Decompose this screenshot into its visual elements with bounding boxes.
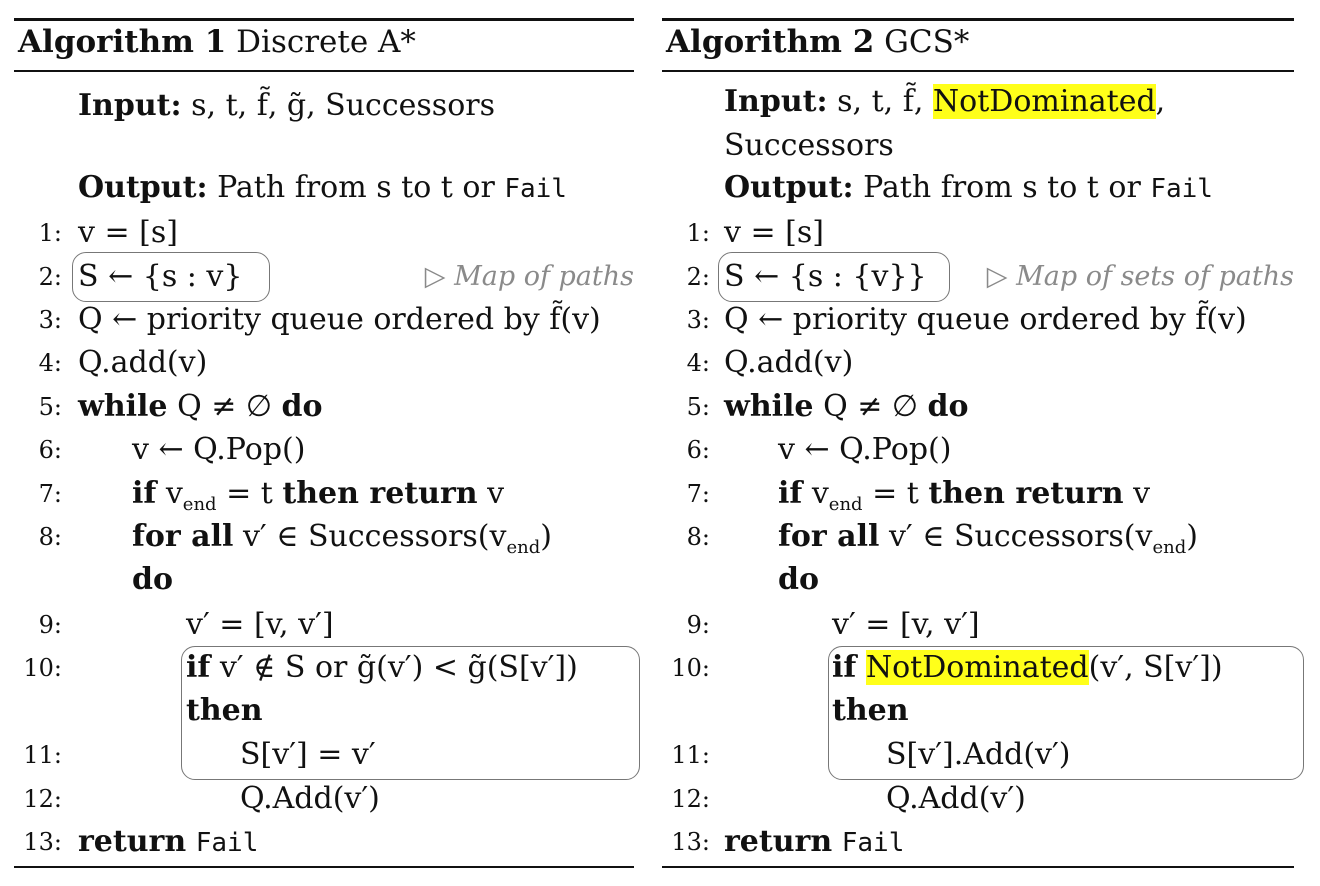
line-text: = t — [216, 476, 283, 511]
keyword: then return — [928, 476, 1124, 511]
input-label: Input: — [78, 88, 182, 123]
keyword: then return — [282, 476, 478, 511]
line-number: 7: — [686, 480, 710, 508]
subscript: end — [1152, 537, 1187, 558]
line-text: v — [802, 476, 829, 511]
line-number: 5: — [686, 393, 710, 421]
keyword: while — [78, 389, 168, 424]
line-text: v — [156, 476, 183, 511]
keyword: if — [186, 650, 211, 685]
input-line-cont — [724, 128, 894, 164]
subscript: end — [506, 537, 541, 558]
line-text: Q.Add(v′) — [886, 781, 1026, 816]
output-label: Output: — [724, 170, 854, 205]
keyword: if — [132, 476, 157, 511]
line-text: S[v′] = v′ — [240, 737, 376, 772]
line-text: v′ = [v, v′] — [186, 607, 334, 642]
subscript: end — [828, 494, 863, 515]
top-rule — [662, 18, 1294, 21]
line-text: Q ← priority queue ordered by f̃(v) — [78, 302, 601, 337]
comment: ▷ Map of paths — [424, 261, 634, 292]
line-text: S ← {s : v} — [78, 259, 243, 294]
line-number: 2: — [38, 263, 62, 291]
line-text: v — [1123, 476, 1151, 511]
line-text: S[v′].Add(v′) — [886, 737, 1071, 772]
bottom-rule — [14, 866, 634, 868]
input-line — [78, 88, 495, 124]
line-number: 9: — [38, 611, 62, 639]
fail-keyword: Fail — [504, 174, 567, 204]
output-label: Output: — [78, 170, 208, 205]
subscript: end — [182, 494, 217, 515]
input-text: s, t, f̃, g̃, Successors — [191, 88, 495, 123]
line-number: 7: — [38, 480, 62, 508]
title-rule — [662, 70, 1294, 72]
line-text: Q ← priority queue ordered by f̃(v) — [724, 302, 1247, 337]
input-label: Input: — [724, 84, 828, 119]
comment: ▷ Map of sets of paths — [986, 261, 1294, 292]
keyword: then — [832, 693, 909, 728]
line-number: 6: — [38, 436, 62, 464]
keyword: while — [724, 389, 814, 424]
line-number: 10: — [671, 654, 710, 682]
line-text: ) — [1186, 519, 1198, 554]
algorithm-2-block — [662, 0, 1294, 886]
keyword: do — [281, 389, 323, 424]
line-text: (v′, S[v′]) — [1088, 650, 1223, 685]
line-number: 2: — [686, 263, 710, 291]
line-text: v ← Q.Pop() — [132, 432, 306, 467]
fail-keyword: Fail — [195, 828, 259, 858]
keyword: do — [132, 562, 173, 597]
highlighted-function: NotDominated — [932, 84, 1156, 119]
keyword: then — [186, 693, 263, 728]
algorithm-1-block — [14, 0, 634, 886]
line-number: 8: — [686, 523, 710, 551]
line-text: v ← Q.Pop() — [778, 432, 952, 467]
input-text: , — [1155, 84, 1166, 119]
output-text: Path from s to t or — [217, 170, 495, 205]
algorithm-name: Discrete A* — [236, 24, 416, 60]
line-text: = t — [862, 476, 929, 511]
line-number: 9: — [686, 611, 710, 639]
line-number: 13: — [23, 828, 62, 856]
input-line — [724, 84, 1165, 120]
line-number: 12: — [671, 785, 710, 813]
fail-keyword: Fail — [1150, 174, 1213, 204]
keyword: do — [778, 562, 819, 597]
line-text: Q.add(v) — [78, 345, 208, 380]
line-number: 3: — [38, 306, 62, 334]
line-text: v — [477, 476, 505, 511]
keyword: if — [832, 650, 857, 685]
algorithm-number: Algorithm 1 — [18, 24, 227, 60]
bottom-rule — [662, 866, 1294, 868]
line-number: 1: — [686, 219, 710, 247]
top-rule — [14, 18, 634, 21]
line-number: 10: — [23, 654, 62, 682]
title-rule — [14, 70, 634, 72]
algorithm-number: Algorithm 2 — [666, 24, 875, 60]
line-text: Q ≠ ∅ — [813, 389, 928, 424]
line-number: 6: — [686, 436, 710, 464]
line-number: 1: — [38, 219, 62, 247]
line-text: v′ ∈ Successors(v — [233, 519, 507, 554]
line-number: 13: — [671, 828, 710, 856]
input-text: Successors — [724, 128, 894, 163]
line-text: S ← {s : {v}} — [724, 259, 927, 294]
keyword: for all — [778, 519, 880, 554]
line-text: v′ ∈ Successors(v — [879, 519, 1153, 554]
highlighted-function: NotDominated — [865, 650, 1089, 685]
line-text: Q.Add(v′) — [240, 781, 380, 816]
algorithm-title — [18, 24, 416, 60]
output-line — [724, 170, 1213, 207]
line-text: v′ ∉ S or g̃(v′) < g̃(S[v′]) — [210, 650, 578, 685]
line-text: v′ = [v, v′] — [832, 607, 980, 642]
algorithm-name: GCS* — [884, 24, 970, 60]
line-text: v = [s] — [724, 215, 824, 250]
line-number: 5: — [38, 393, 62, 421]
line-number: 8: — [38, 523, 62, 551]
line-number: 4: — [686, 349, 710, 377]
keyword: return — [724, 824, 833, 859]
keyword: do — [927, 389, 969, 424]
line-text: Q ≠ ∅ — [167, 389, 282, 424]
output-text: Path from s to t or — [863, 170, 1141, 205]
line-number: 11: — [23, 741, 62, 769]
keyword: if — [778, 476, 803, 511]
keyword: return — [78, 824, 187, 859]
input-text: s, t, f̃, — [837, 84, 924, 119]
line-number: 12: — [23, 785, 62, 813]
algorithm-title — [666, 24, 969, 60]
line-number: 11: — [671, 741, 710, 769]
line-text: Q.add(v) — [724, 345, 854, 380]
fail-keyword: Fail — [841, 828, 905, 858]
line-number: 4: — [38, 349, 62, 377]
line-text: ) — [540, 519, 552, 554]
output-line — [78, 170, 567, 207]
line-number: 3: — [686, 306, 710, 334]
keyword: for all — [132, 519, 234, 554]
line-text: v = [s] — [78, 215, 178, 250]
